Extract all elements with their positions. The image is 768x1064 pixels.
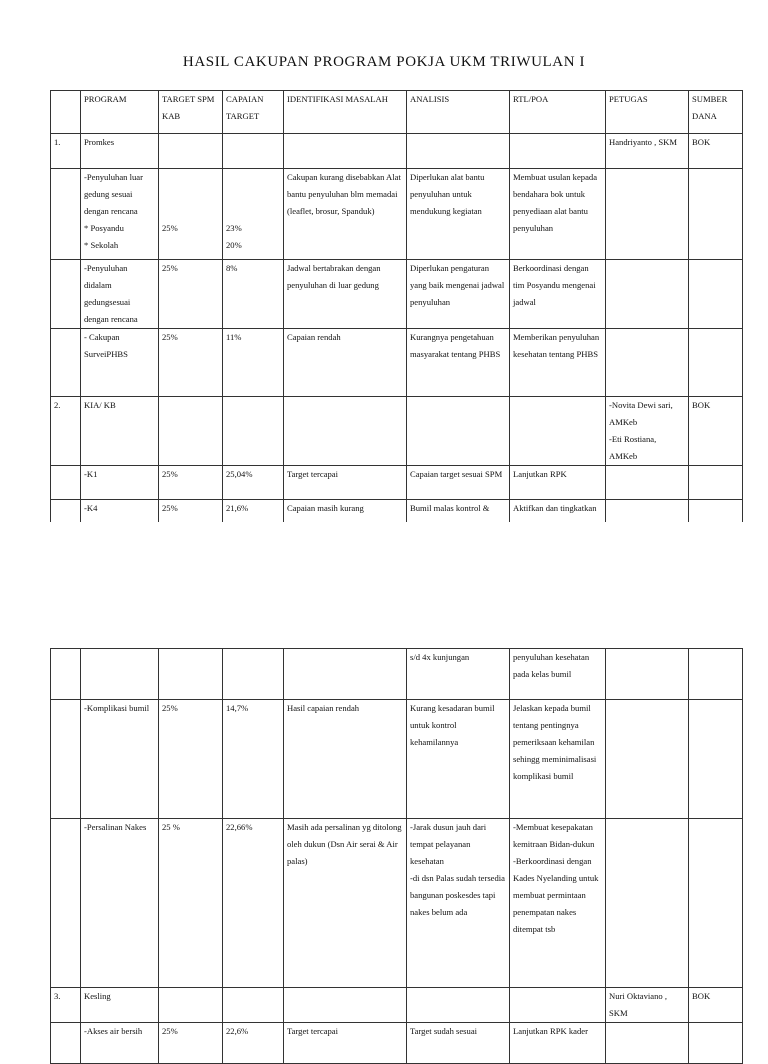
cell-rtl: Lanjutkan RPK kader bbox=[510, 1023, 606, 1064]
cell-petugas: -Novita Dewi sari, AMKeb -Eti Rostiana, AMKeb bbox=[606, 397, 689, 466]
cell-analisis: s/d 4x kunjungan bbox=[407, 649, 510, 700]
cell-no bbox=[51, 1023, 81, 1064]
cell-capaian: 21,6% bbox=[223, 500, 284, 535]
cell-rtl: -Membuat kesepakatan kemitraan Bidan-dukun -Berkoordinasi dengan Kades Nyelanding untuk membuat permintaan penempatan nakes ditempat tsb bbox=[510, 819, 606, 988]
table-row bbox=[51, 649, 743, 700]
cell-rtl: Berkoordinasi dengan tim Posyandu mengenai jadwal bbox=[510, 260, 606, 329]
cell-capaian bbox=[223, 397, 284, 466]
cell-dana: BOK bbox=[689, 988, 743, 1023]
cell-identifikasi: Masih ada persalinan yg ditolong oleh dukun (Dsn Air serai & Air palas) bbox=[284, 819, 407, 988]
cell-target bbox=[159, 988, 223, 1023]
cell-rtl: Membuat usulan kepada bendahara bok untuk penyediaan alat bantu penyuluhan bbox=[510, 169, 606, 260]
cell-no bbox=[51, 329, 81, 397]
cell-dana bbox=[689, 1023, 743, 1064]
cell-no bbox=[51, 169, 81, 260]
cell-capaian: 11% bbox=[223, 329, 284, 397]
cell-petugas: Nuri Oktaviano , SKM bbox=[606, 988, 689, 1023]
cell-program: -K4 bbox=[81, 500, 159, 535]
cell-identifikasi: Cakupan kurang disebabkan Alat bantu penyuluhan blm memadai (leaflet, brosur, Spanduk) bbox=[284, 169, 407, 260]
cell-capaian bbox=[223, 988, 284, 1023]
cell-analisis bbox=[407, 397, 510, 466]
cell-target: 25% bbox=[159, 500, 223, 535]
header-dana: SUMBER DANA bbox=[689, 91, 743, 134]
page-break-gap bbox=[0, 522, 768, 648]
cell-program: KIA/ KB bbox=[81, 397, 159, 466]
cell-identifikasi: Hasil capaian rendah bbox=[284, 700, 407, 819]
table-row bbox=[51, 329, 743, 397]
cell-identifikasi: Target tercapai bbox=[284, 466, 407, 500]
cell-identifikasi bbox=[284, 397, 407, 466]
cell-analisis: Target sudah sesuai bbox=[407, 1023, 510, 1064]
cell-program: -Penyuluhan didalam gedungsesuai dengan rencana bbox=[81, 260, 159, 329]
cell-identifikasi bbox=[284, 134, 407, 169]
cell-target: 25 % bbox=[159, 819, 223, 988]
cell-no bbox=[51, 819, 81, 988]
cell-rtl: penyuluhan kesehatan pada kelas bumil bbox=[510, 649, 606, 700]
cell-analisis: Diperlukan pengaturan yang baik mengenai jadwal penyuluhan bbox=[407, 260, 510, 329]
cell-petugas: Handriyanto , SKM bbox=[606, 134, 689, 169]
header-capaian: CAPAIAN TARGET bbox=[223, 91, 284, 134]
cell-identifikasi: Capaian rendah bbox=[284, 329, 407, 397]
header-rtl: RTL/POA bbox=[510, 91, 606, 134]
table-row bbox=[51, 466, 743, 500]
cell-program: - Cakupan SurveiPHBS bbox=[81, 329, 159, 397]
cell-program: -Persalinan Nakes bbox=[81, 819, 159, 988]
cell-program: -Komplikasi bumil bbox=[81, 700, 159, 819]
cell-petugas bbox=[606, 819, 689, 988]
cell-target bbox=[159, 397, 223, 466]
cell-target bbox=[159, 134, 223, 169]
cell-rtl bbox=[510, 397, 606, 466]
cell-target: 25% bbox=[159, 169, 223, 260]
table-row bbox=[51, 700, 743, 819]
cell-program: Promkes bbox=[81, 134, 159, 169]
cell-analisis: Kurang kesadaran bumil untuk kontrol kehamilannya bbox=[407, 700, 510, 819]
cell-target: 25% bbox=[159, 260, 223, 329]
cell-dana: BOK bbox=[689, 134, 743, 169]
table-row bbox=[51, 988, 743, 1023]
cell-program bbox=[81, 649, 159, 700]
cell-capaian: 14,7% bbox=[223, 700, 284, 819]
header-identifikasi: IDENTIFIKASI MASALAH bbox=[284, 91, 407, 134]
header-program: PROGRAM bbox=[81, 91, 159, 134]
cell-analisis: Diperlukan alat bantu penyuluhan untuk mendukung kegiatan bbox=[407, 169, 510, 260]
cell-capaian: 25,04% bbox=[223, 466, 284, 500]
cell-capaian: 8% bbox=[223, 260, 284, 329]
table-body-page-1 bbox=[51, 134, 743, 535]
cell-target bbox=[159, 649, 223, 700]
cell-rtl bbox=[510, 134, 606, 169]
cell-target: 25% bbox=[159, 329, 223, 397]
cell-no bbox=[51, 466, 81, 500]
cell-target: 25% bbox=[159, 1023, 223, 1064]
cell-no: 2. bbox=[51, 397, 81, 466]
cell-capaian: 23% 20% bbox=[223, 169, 284, 260]
table-row bbox=[51, 1023, 743, 1064]
cell-rtl: Memberikan penyuluhan kesehatan tentang PHBS bbox=[510, 329, 606, 397]
cell-analisis bbox=[407, 988, 510, 1023]
cell-target: 25% bbox=[159, 700, 223, 819]
header-target: TARGET SPM KAB bbox=[159, 91, 223, 134]
cell-identifikasi: Target tercapai bbox=[284, 1023, 407, 1064]
cell-no bbox=[51, 260, 81, 329]
cell-no: 1. bbox=[51, 134, 81, 169]
cell-dana bbox=[689, 700, 743, 819]
cell-analisis: Capaian target sesuai SPM bbox=[407, 466, 510, 500]
cell-dana bbox=[689, 649, 743, 700]
cell-program: -K1 bbox=[81, 466, 159, 500]
table-row bbox=[51, 169, 743, 260]
cell-petugas bbox=[606, 260, 689, 329]
cell-capaian bbox=[223, 134, 284, 169]
header-no bbox=[51, 91, 81, 134]
cell-petugas bbox=[606, 329, 689, 397]
cell-dana: BOK bbox=[689, 397, 743, 466]
table-body-page-2 bbox=[51, 649, 743, 1064]
cell-no: 3. bbox=[51, 988, 81, 1023]
cell-no bbox=[51, 649, 81, 700]
cell-no bbox=[51, 700, 81, 819]
table-row bbox=[51, 134, 743, 169]
cell-dana bbox=[689, 819, 743, 988]
table-row bbox=[51, 260, 743, 329]
cell-analisis: -Jarak dusun jauh dari tempat pelayanan kesehatan -di dsn Palas sudah tersedia bangunan poskesdes tapi nakes belum ada bbox=[407, 819, 510, 988]
cell-program: -Akses air bersih bbox=[81, 1023, 159, 1064]
cell-identifikasi bbox=[284, 649, 407, 700]
cell-program: Kesling bbox=[81, 988, 159, 1023]
cell-petugas bbox=[606, 700, 689, 819]
header-analisis: ANALISIS bbox=[407, 91, 510, 134]
cell-dana bbox=[689, 329, 743, 397]
cell-target: 25% bbox=[159, 466, 223, 500]
cell-petugas bbox=[606, 1023, 689, 1064]
cell-rtl: Lanjutkan RPK bbox=[510, 466, 606, 500]
document-title: HASIL CAKUPAN PROGRAM POKJA UKM TRIWULAN I bbox=[182, 54, 586, 70]
cell-petugas bbox=[606, 649, 689, 700]
cell-capaian bbox=[223, 649, 284, 700]
cell-dana bbox=[689, 169, 743, 260]
cell-capaian: 22,66% bbox=[223, 819, 284, 988]
cell-dana bbox=[689, 466, 743, 500]
cell-analisis bbox=[407, 134, 510, 169]
cell-analisis: Bumil malas kontrol & bbox=[407, 500, 510, 535]
table-row bbox=[51, 819, 743, 988]
table-row bbox=[51, 397, 743, 466]
cell-identifikasi: Jadwal bertabrakan dengan penyuluhan di luar gedung bbox=[284, 260, 407, 329]
cell-capaian: 22,6% bbox=[223, 1023, 284, 1064]
header-petugas: PETUGAS bbox=[606, 91, 689, 134]
cell-program: -Penyuluhan luar gedung sesuai dengan rencana * Posyandu * Sekolah bbox=[81, 169, 159, 260]
program-table-page-2 bbox=[50, 648, 743, 1064]
cell-rtl: Jelaskan kepada bumil tentang pentingnya pemeriksaan kehamilan sehingg meminimalisasi komplikasi bumil bbox=[510, 700, 606, 819]
cell-analisis: Kurangnya pengetahuan masyarakat tentang PHBS bbox=[407, 329, 510, 397]
cell-rtl: Aktifkan dan tingkatkan bbox=[510, 500, 606, 535]
program-table-page-1 bbox=[50, 90, 743, 535]
cell-rtl bbox=[510, 988, 606, 1023]
cell-petugas bbox=[606, 466, 689, 500]
cell-identifikasi: Capaian masih kurang bbox=[284, 500, 407, 535]
cell-dana bbox=[689, 260, 743, 329]
cell-identifikasi bbox=[284, 988, 407, 1023]
table-header-row bbox=[51, 91, 743, 134]
cell-petugas bbox=[606, 169, 689, 260]
